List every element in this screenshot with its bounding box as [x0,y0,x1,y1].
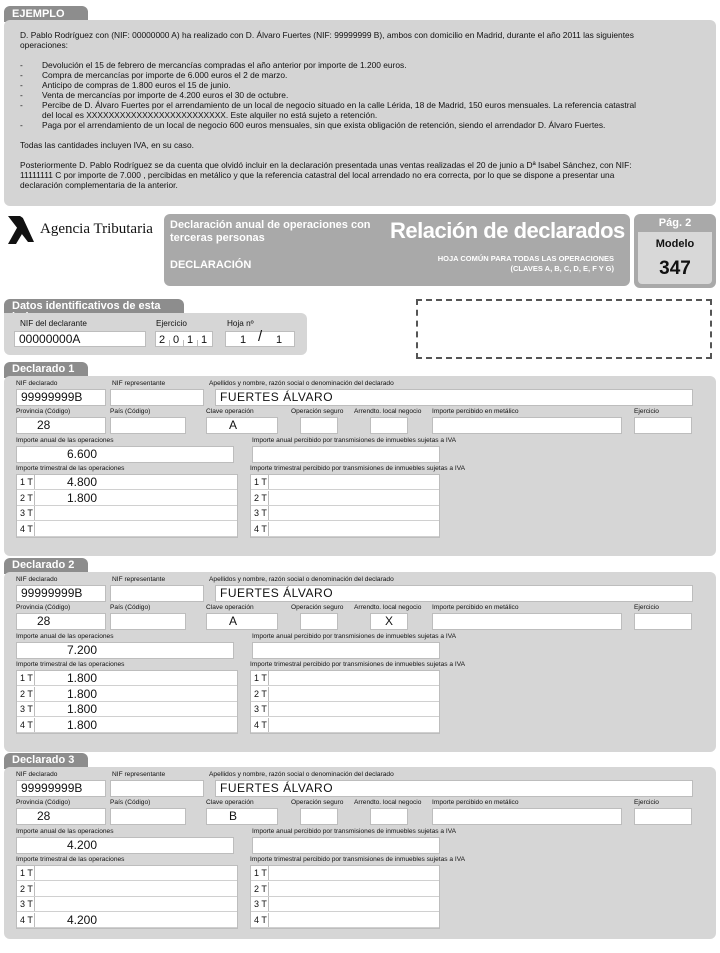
seguro-field[interactable] [300,613,338,630]
example-item: Venta de mercancías por importe de 4.200 euros el 30 de octubre. [42,90,289,100]
example-intro-2: operaciones: [20,40,68,50]
quarter-row [251,897,439,912]
ejercicio-digit: 2 [159,334,166,346]
quarter-label: 4 T [251,913,269,927]
arrendo-field[interactable] [370,808,408,825]
ejercicio-small-label: Ejercicio [634,604,659,611]
quarter-value[interactable]: 1.800 [67,702,98,716]
seguro-label: Operación seguro [291,604,344,611]
subtitle-1: HOJA COMÚN PARA TODAS LAS OPERACIONES [437,254,614,263]
quarter-row [17,506,237,521]
quarter-row [17,882,237,897]
example-post-3: declaración complementaria de la anterior. [20,180,178,190]
seguro-label: Operación seguro [291,799,344,806]
trim-label: Importe trimestral de las operaciones [16,661,125,668]
nif-representante-field[interactable] [110,389,204,406]
arrendo-label: Arrendto. local negocio [354,799,422,806]
provincia-label: Provincia (Código) [16,408,71,415]
provincia-field[interactable]: 28 [16,808,106,825]
example-box [4,20,716,206]
metalico-label: Importe percibido en metálico [432,799,519,806]
quarter-label: 2 T [251,687,269,701]
declarado-tab: Declarado 2 [4,558,88,574]
ejercicio-field[interactable] [155,331,213,347]
clave-label: Clave operación [206,408,254,415]
pais-field[interactable] [110,808,186,825]
arrendo-label: Arrendto. local negocio [354,604,422,611]
anual-inm-field[interactable] [252,837,440,854]
pais-label: País (Código) [110,604,151,611]
quarter-row [251,671,439,686]
arrendo-field[interactable]: X [370,613,408,630]
quarter-row [17,866,237,881]
quarter-label: 4 T [17,522,35,536]
quarter-label: 1 T [251,866,269,880]
quarter-row [251,882,439,897]
quarter-label: 3 T [251,506,269,520]
example-item: Compra de mercancías por importe de 6.000 euros el 2 de marzo. [42,70,288,80]
anual-inm-label: Importe anual percibido por transmisiones de inmuebles sujetas a IVA [252,437,457,444]
quarter-row [17,522,237,537]
hoja-num: 1 [240,334,247,346]
anual-label: Importe anual de las operaciones [16,633,114,640]
trim-inm-box [250,670,440,734]
importe-anual-field[interactable]: 6.600 [16,446,234,463]
modelo-number: 347 [659,258,691,279]
header-title-box [164,214,630,286]
metalico-field[interactable] [432,613,622,630]
quarter-row [251,475,439,490]
arrendo-label: Arrendto. local negocio [354,408,422,415]
trim-inm-label: Importe trimestral percibido por transmisiones de inmuebles sujetas a IVA [250,856,466,863]
declarado-panel [4,767,716,939]
nif-representante-label: NIF representante [112,771,166,778]
nif-declarado-label: NIF declarado [16,771,58,778]
apellidos-label: Apellidos y nombre, razón social o denominación del declarado [209,380,394,387]
example-post-2: 11111111 C por importe de 7.000 , percibidas en metálico y que la referencia catastral del local arrendado no era correcta, por lo que se dispone a presentar una [20,170,615,180]
nif-declarado-label: NIF declarado [16,576,58,583]
ejercicio-digit: 0 [173,334,180,346]
importe-anual-field[interactable]: 7.200 [16,642,234,659]
quarter-label: 3 T [17,702,35,716]
ejercicio-small-field[interactable] [634,417,692,434]
hoja-label: Hoja nº [227,319,254,328]
quarter-value[interactable]: 1.800 [67,686,98,701]
hoja-field[interactable] [225,328,295,347]
quarter-label: 3 T [17,897,35,911]
nif-representante-label: NIF representante [112,576,166,583]
bullet: - [20,100,23,110]
quarter-label: 2 T [17,882,35,896]
quarter-row [17,687,237,702]
anual-label: Importe anual de las operaciones [16,828,114,835]
ejercicio-label: Ejercicio [156,319,187,328]
trim-inm-box [250,865,440,929]
declarado-tab: Declarado 3 [4,753,88,769]
metalico-label: Importe percibido en metálico [432,604,519,611]
quarter-row [251,702,439,717]
quarter-label: 1 T [17,475,35,489]
modelo-label: Modelo [655,238,695,250]
nif-representante-field[interactable] [110,780,204,797]
nif-declarado-field[interactable]: 99999999B [16,585,106,602]
trim-inm-label: Importe trimestral percibido por transmisiones de inmuebles sujetas a IVA [250,465,466,472]
trim-inm-box [250,474,440,538]
nif-representante-label: NIF representante [112,380,166,387]
declaracion-label: DECLARACIÓN [170,259,252,271]
quarter-row [251,522,439,537]
quarter-row [251,491,439,506]
trim-box [16,474,238,538]
example-iva-note: Todas las cantidades incluyen IVA, en su caso. [20,140,194,150]
page-label: Pág. 2 [638,217,712,231]
form-title-1: Declaración anual de operaciones con [170,219,371,231]
quarter-label: 2 T [251,491,269,505]
quarter-row [251,718,439,733]
quarter-value[interactable]: 1.800 [67,671,98,685]
anual-inm-label: Importe anual percibido por transmisiones de inmuebles sujetas a IVA [252,828,457,835]
declarado-panel [4,376,716,556]
example-tab: EJEMPLO [4,6,88,22]
example-item: Percibe de D. Álvaro Fuertes por el arrendamiento de un local de negocio situado en la calle Lérida, 18 de Madrid, 150 euros mensuales. La referencia catastral [42,100,637,110]
quarter-label: 3 T [251,897,269,911]
quarter-row [251,866,439,881]
quarter-row [17,671,237,686]
quarter-label: 2 T [17,491,35,505]
trim-inm-label: Importe trimestral percibido por transmisiones de inmuebles sujetas a IVA [250,661,466,668]
bullet: - [20,90,23,100]
anual-inm-field[interactable] [252,642,440,659]
trim-label: Importe trimestral de las operaciones [16,465,125,472]
nif-declarante-field[interactable]: 00000000A [14,331,146,347]
clave-operacion-field[interactable]: A [206,613,278,630]
quarter-value[interactable]: 4.800 [67,475,98,489]
quarter-row [251,687,439,702]
metalico-field[interactable] [432,808,622,825]
main-title: Relación de declarados [390,218,625,243]
nombre-declarado-field[interactable]: FUERTES ÁLVARO [215,389,693,406]
nif-declarado-field[interactable]: 99999999B [16,389,106,406]
seguro-label: Operación seguro [291,408,344,415]
trim-label: Importe trimestral de las operaciones [16,856,125,863]
nif-declarante-label: NIF del declarante [20,319,87,328]
agency-name: Agencia Tributaria [40,221,153,237]
ident-box [4,313,307,355]
ejercicio-digit: 1 [187,334,194,346]
quarter-row [251,506,439,521]
seguro-field[interactable] [300,417,338,434]
quarter-row [17,702,237,717]
quarter-row [17,913,237,928]
nif-declarado-field[interactable]: 99999999B [16,780,106,797]
arrendo-field[interactable] [370,417,408,434]
quarter-label: 3 T [17,506,35,520]
quarter-label: 2 T [17,687,35,701]
pais-label: País (Código) [110,799,151,806]
clave-operacion-field[interactable]: A [206,417,278,434]
ejercicio-small-field[interactable] [634,613,692,630]
page-box [634,214,716,288]
example-intro-1: D. Pablo Rodríguez con (NIF: 00000000 A) ha realizado con D. Álvaro Fuertes (NIF: 99999999 B), ambos con domicilio en Madrid, durante el año 2011 las siguientes [20,30,634,40]
nombre-declarado-field[interactable]: FUERTES ÁLVARO [215,585,693,602]
pais-field[interactable] [110,613,186,630]
quarter-label: 4 T [17,913,35,927]
seguro-field[interactable] [300,808,338,825]
quarter-label: 2 T [251,882,269,896]
anual-inm-label: Importe anual percibido por transmisiones de inmuebles sujetas a IVA [252,633,457,640]
quarter-row [17,491,237,506]
quarter-label: 1 T [251,671,269,685]
declarado-tab: Declarado 1 [4,362,88,378]
bullet: - [20,120,23,130]
nombre-declarado-field[interactable]: FUERTES ÁLVARO [215,780,693,797]
nif-declarado-label: NIF declarado [16,380,58,387]
quarter-label: 4 T [251,522,269,536]
pais-label: País (Código) [110,408,151,415]
quarter-row [251,913,439,928]
metalico-label: Importe percibido en metálico [432,408,519,415]
nif-representante-field[interactable] [110,585,204,602]
anual-inm-field[interactable] [252,446,440,463]
apellidos-label: Apellidos y nombre, razón social o denominación del declarado [209,576,394,583]
importe-anual-field[interactable]: 4.200 [16,837,234,854]
subtitle-2: (CLAVES A, B, C, D, E, F Y G) [510,264,614,273]
provincia-label: Provincia (Código) [16,604,71,611]
example-post-1: Posteriormente D. Pablo Rodríguez se da cuenta que olvidó incluir en la declaración presentada unas ventas realizadas el 20 de junio a Dª Isabel Sánchez, con NIF: [20,160,632,170]
quarter-label: 1 T [251,475,269,489]
trim-box [16,865,238,929]
form-title-2: terceras personas [170,232,265,244]
example-item: del local es XXXXXXXXXXXXXXXXXXXXXXXXX. Este alquiler no está sujeto a retención. [42,110,378,120]
modelo-box [638,232,712,284]
example-item: Anticipo de compras de 1.800 euros el 15 de junio. [42,80,231,90]
quarter-label: 4 T [17,718,35,732]
quarter-row [17,718,237,733]
pais-field[interactable] [110,417,186,434]
ejercicio-digit: 1 [201,334,208,346]
stamp-area [416,299,712,359]
hoja-total: 1 [276,334,283,346]
anual-label: Importe anual de las operaciones [16,437,114,444]
agency-logo-icon [6,214,36,246]
quarter-label: 1 T [17,671,35,685]
bullet: - [20,80,23,90]
apellidos-label: Apellidos y nombre, razón social o denominación del declarado [209,771,394,778]
quarter-value[interactable]: 1.800 [67,490,98,505]
trim-box [16,670,238,734]
ejercicio-small-field[interactable] [634,808,692,825]
example-item: Paga por el arrendamiento de un local de negocio 600 euros mensuales, sin que exista obligación de retención, siendo el arrendador D. Álvaro Fuertes. [42,120,606,130]
provincia-label: Provincia (Código) [16,799,71,806]
bullet: - [20,60,23,70]
hoja-slash: / [258,328,263,345]
declarado-panel [4,572,716,752]
quarter-value[interactable]: 1.800 [67,717,98,732]
clave-label: Clave operación [206,604,254,611]
ejercicio-small-label: Ejercicio [634,799,659,806]
bullet: - [20,70,23,80]
clave-operacion-field[interactable]: B [206,808,278,825]
metalico-field[interactable] [432,417,622,434]
quarter-row [17,897,237,912]
ejercicio-small-label: Ejercicio [634,408,659,415]
provincia-field[interactable]: 28 [16,417,106,434]
quarter-label: 4 T [251,718,269,732]
quarter-value[interactable]: 4.200 [67,912,98,927]
quarter-label: 3 T [251,702,269,716]
provincia-field[interactable]: 28 [16,613,106,630]
example-item: Devolución el 15 de febrero de mercancías compradas el año anterior por importe de 1.200 euros. [42,60,407,70]
clave-label: Clave operación [206,799,254,806]
quarter-row [17,475,237,490]
ident-tab: Datos identificativos de esta [4,299,184,315]
quarter-label: 1 T [17,866,35,880]
